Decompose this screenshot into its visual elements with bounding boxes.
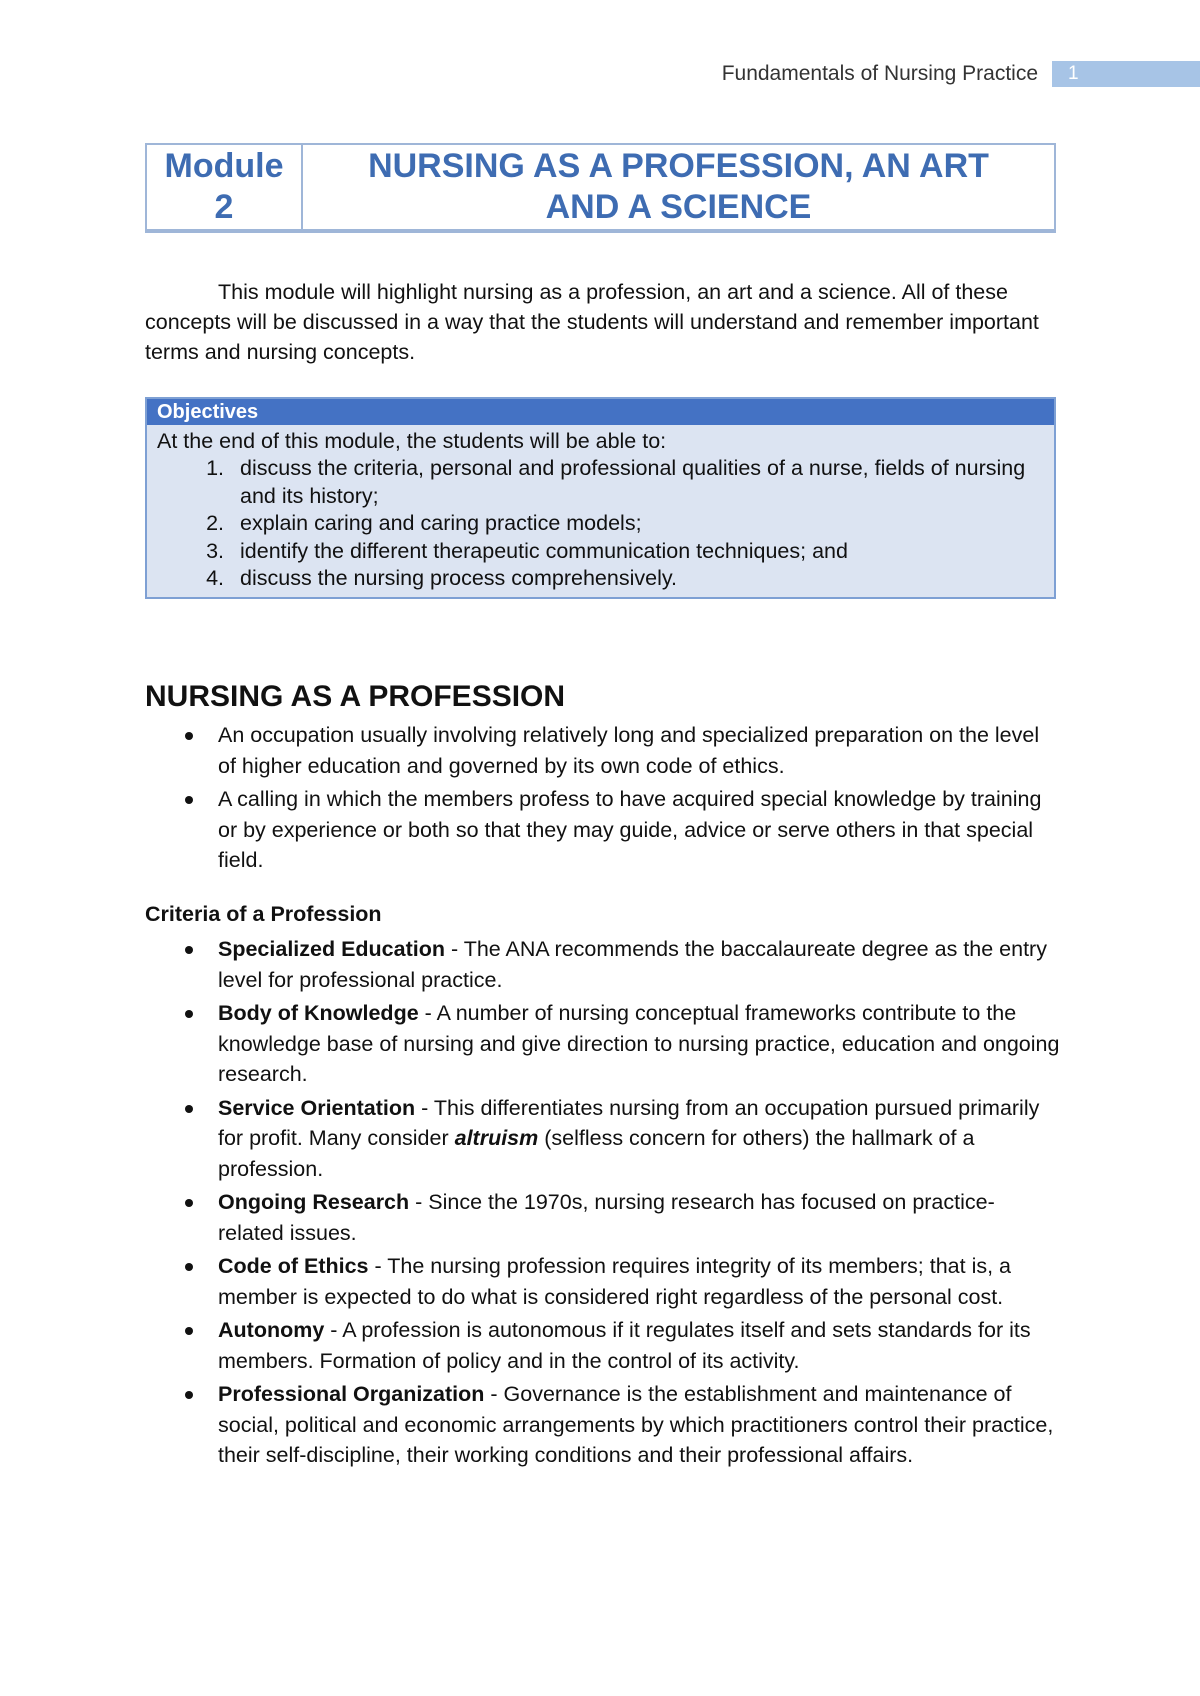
criteria-text: - A number of nursing conceptual frameworks contribute to the knowledge base of nursing and give direction to nursing practice, education and ongoing research.	[218, 1001, 1060, 1086]
criteria-item	[145, 1379, 1060, 1471]
objective-item: 2. explain caring and caring practice models;	[230, 510, 1044, 538]
bullet-icon	[185, 1263, 193, 1271]
intro-paragraph: This module will highlight nursing as a profession, an art and a science. All of these concepts will be discussed in a way that the students will understand and remember important terms and nursing concepts.	[145, 280, 1039, 364]
module-title-line1: NURSING AS A PROFESSION, AN ART	[368, 147, 989, 185]
objectives-lead: At the end of this module, the students will be able to:	[157, 429, 667, 453]
criteria-term: Service Orientation	[218, 1095, 416, 1120]
definition-list	[145, 720, 1060, 879]
criteria-term: Body of Knowledge	[218, 1001, 419, 1025]
criteria-item	[145, 1093, 1060, 1185]
criteria-emphasis: altruism	[454, 1126, 539, 1150]
criteria-text: - This differentiates nursing from an occupation pursued primarily for profit. Many consider	[218, 1095, 1040, 1150]
criteria-text: - A profession is autonomous if it regulates itself and sets standards for its members. Formation of policy and in the control of its activity.	[218, 1318, 1031, 1373]
bullet-icon	[185, 732, 193, 740]
section-heading: NURSING AS A PROFESSION	[145, 680, 566, 713]
module-title-cell	[303, 145, 1054, 229]
criteria-item	[145, 1251, 1060, 1312]
bullet-icon	[185, 1105, 193, 1113]
running-header	[700, 60, 1200, 88]
criteria-item	[145, 998, 1060, 1090]
definition-item	[145, 720, 1060, 781]
module-label-cell	[147, 145, 303, 229]
criteria-term: Autonomy	[218, 1318, 325, 1342]
criteria-list	[145, 934, 1060, 1474]
definition-text: An occupation usually involving relatively long and specialized preparation on the level of higher education and governed by its own code of ethics.	[218, 723, 1040, 778]
criteria-heading: Criteria of a Profession	[145, 902, 382, 926]
criteria-text: (selfless concern for others) the hallmark of a profession.	[218, 1126, 975, 1181]
objectives-heading: Objectives	[147, 399, 1054, 425]
module-number: 2	[214, 188, 234, 226]
objective-item: 1. discuss the criteria, personal and professional qualities of a nurse, fields of nursing and its history;	[230, 455, 1044, 510]
definition-text: A calling in which the members profess to have acquired special knowledge by training or by experience or both so that they may guide, advice or serve others in that special field.	[218, 787, 1042, 872]
objective-item: 4. discuss the nursing process comprehensively.	[230, 565, 1044, 593]
bullet-icon	[185, 1391, 193, 1399]
criteria-term: Specialized Education	[218, 937, 445, 961]
criteria-item	[145, 1315, 1060, 1376]
objective-item: 3. identify the different therapeutic communication techniques; and	[230, 538, 1044, 566]
bullet-icon	[185, 1010, 193, 1018]
criteria-term: Professional Organization	[218, 1382, 485, 1406]
objectives-box	[145, 397, 1056, 599]
criteria-text: - Governance is the establishment and maintenance of social, political and economic arrangements by which practitioners control their practice, their self-discipline, their working conditions and their professional affairs.	[218, 1382, 1054, 1467]
criteria-term: Code of Ethics	[218, 1254, 369, 1278]
criteria-item	[145, 934, 1060, 995]
bullet-icon	[185, 946, 193, 954]
bullet-icon	[185, 1327, 193, 1335]
module-title-line2: AND A SCIENCE	[545, 188, 812, 226]
definition-item	[145, 784, 1060, 876]
criteria-text: - The nursing profession requires integrity of its members; that is, a member is expected to do what is considered right regardless of the personal cost.	[218, 1254, 1012, 1309]
criteria-text: - Since the 1970s, nursing research has focused on practice-related issues.	[218, 1190, 995, 1245]
bullet-icon	[185, 796, 193, 804]
objectives-list	[147, 455, 1054, 597]
module-title-table	[145, 143, 1056, 233]
module-label: Module	[164, 147, 284, 185]
criteria-item	[145, 1187, 1060, 1248]
criteria-text: - The ANA recommends the baccalaureate degree as the entry level for professional practice.	[218, 937, 1047, 992]
page-number: 1	[1052, 61, 1200, 87]
header-title: Fundamentals of Nursing Practice	[721, 62, 1038, 85]
criteria-term: Ongoing Research	[218, 1190, 410, 1214]
bullet-icon	[185, 1199, 193, 1207]
